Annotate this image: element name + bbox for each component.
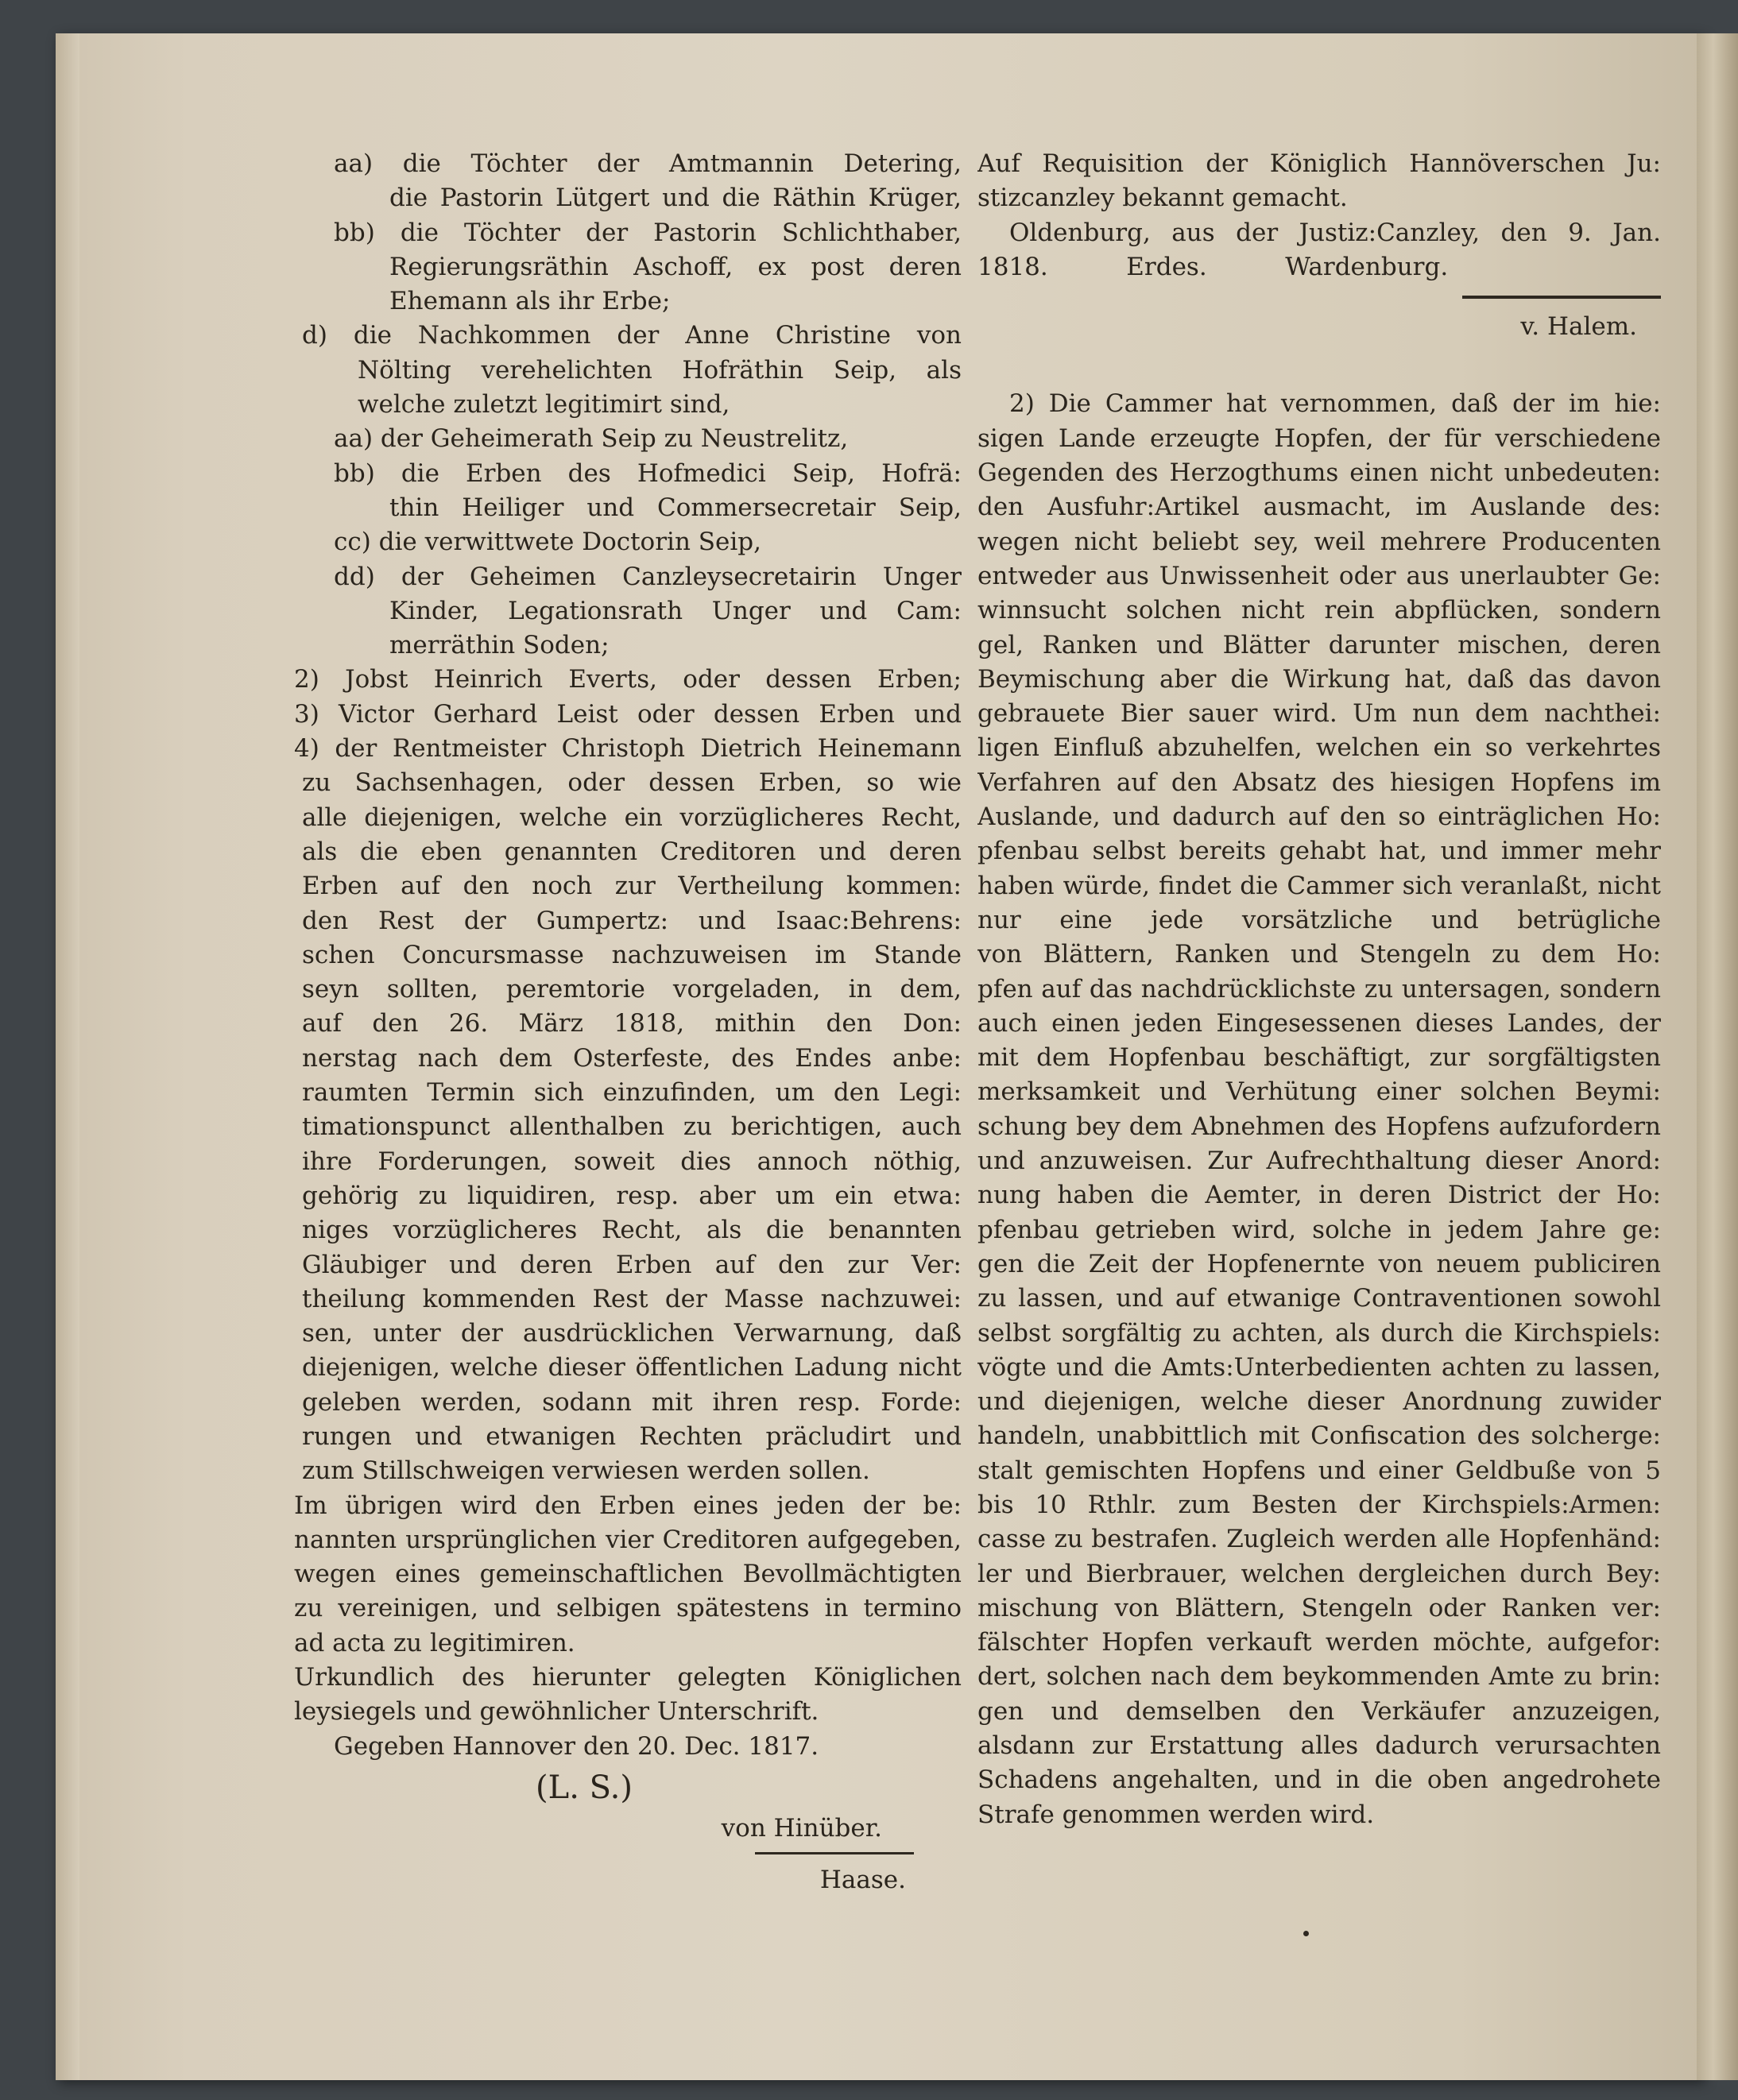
text-line: nur eine jede vorsätzliche und betrügliche [977, 905, 1661, 934]
text-line: Strafe genommen werden wird. [977, 1800, 1375, 1829]
signature: von Hinüber. [721, 1813, 882, 1843]
text-line: zu vereinigen, und selbigen spätestens in termino [294, 1594, 962, 1623]
text-line: die Pastorin Lütgert und die Räthin Krüger, [389, 184, 962, 213]
spacer [977, 358, 1661, 373]
text-line: pfen auf das nachdrücklichste zu untersagen, sondern [977, 974, 1661, 1004]
text-line: pfenbau getrieben wird, solche in jedem Jahre ge: [977, 1215, 1661, 1244]
text-line: merräthin Soden; [389, 631, 610, 660]
text-line: Urkundlich des hierunter gelegten Königlichen [294, 1663, 962, 1692]
text-line: ligen Einfluß abzuhelfen, welchen ein so verkehrtes [977, 733, 1661, 763]
text-line: von Blättern, Ranken und Stengeln zu dem Ho: [977, 940, 1661, 969]
signature-rule [755, 1852, 914, 1854]
text-line: gel, Ranken und Blätter darunter mischen, deren [977, 630, 1661, 659]
text-line: wegen eines gemeinschaftlichen Bevollmächtigten [294, 1560, 962, 1589]
page-right-edge [1697, 33, 1738, 2080]
text-line: stizcanzley bekannt gemacht. [977, 184, 1348, 213]
text-line: gen die Zeit der Hopfenernte von neuem publiciren [977, 1249, 1661, 1278]
signature: v. Halem. [1520, 312, 1637, 342]
text-line: winnsucht solchen nicht rein abpflücken, sondern [977, 596, 1661, 625]
text-line: Gegenden des Herzogthums einen nicht unbedeuten: [977, 458, 1661, 488]
text-line: mit dem Hopfenbau beschäftigt, zur sorgfältigsten [977, 1043, 1661, 1073]
text-line: gen und demselben den Verkäufer anzuzeigen, [977, 1696, 1661, 1726]
text-line: wegen nicht beliebt sey, weil mehrere Producenten [977, 527, 1661, 556]
text-line: zu lassen, und auf etwanige Contraventionen sowohl [977, 1284, 1661, 1313]
text-line: als die eben genannten Creditoren und deren [302, 837, 962, 866]
text-line: Erben auf den noch zur Vertheilung kommen: [302, 872, 962, 901]
text-line: Ehemann als ihr Erbe; [389, 287, 671, 316]
text-line: stalt gemischten Hopfens und einer Geldbuße von 5 [977, 1456, 1661, 1485]
text-line: merksamkeit und Verhütung einer solchen Beymi: [977, 1077, 1661, 1107]
text-line: und anzuweisen. Zur Aufrechthaltung dieser Anord: [977, 1147, 1661, 1176]
text-line: und diejenigen, welche dieser Anordnung zuwider [977, 1387, 1661, 1417]
text-line: ad acta zu legitimiren. [294, 1628, 575, 1657]
text-line: Verfahren auf den Absatz des hiesigen Hopfens im [977, 768, 1661, 797]
text-line: Im übrigen wird den Erben eines jeden der be: [294, 1491, 962, 1520]
text-line: Regierungsräthin Aschoff, ex post deren [389, 252, 962, 281]
text-line: gehörig zu liquidiren, resp. aber um ein etwa: [302, 1181, 962, 1210]
text-line: Nölting verehelichten Hofräthin Seip, als [358, 355, 962, 385]
text-line: pfenbau selbst bereits gehabt hat, und immer mehr [977, 837, 1661, 866]
text-line: thin Heiliger und Commersecretair Seip, [389, 493, 962, 522]
text-line: niges vorzüglicheres Recht, als die benannten [302, 1216, 962, 1245]
text-line: bb) die Erben des Hofmedici Seip, Hofrä: [334, 458, 962, 488]
text-line: selbst sorgfältig zu achten, als durch die Kirchspiels: [977, 1318, 1661, 1348]
text-line: Auslande, und dadurch auf den so einträglichen Ho: [977, 802, 1661, 832]
text-line: 2) Jobst Heinrich Everts, oder dessen Erben; [294, 665, 962, 694]
text-line: cc) die verwittwete Doctorin Seip, [334, 528, 761, 557]
ink-dot [1303, 1931, 1309, 1936]
text-line: fälschter Hopfen verkauft werden möchte, aufgefor: [977, 1628, 1661, 1657]
text-line: auch einen jeden Eingesessenen dieses Landes, der [977, 1008, 1661, 1038]
text-line: 4) der Rentmeister Christoph Dietrich Heinemann [294, 734, 962, 764]
text-line: sigen Lande erzeugte Hopfen, der für verschiedene [977, 423, 1661, 453]
text-line: aa) die Töchter der Amtmannin Detering, [334, 149, 962, 178]
text-line: auf den 26. März 1818, mithin den Don: [302, 1009, 962, 1038]
date-line: Gegeben Hannover den 20. Dec. 1817. [334, 1731, 819, 1761]
text-line: Schadens angehalten, und in die oben angedrohete [977, 1765, 1661, 1795]
text-line: 3) Victor Gerhard Leist oder dessen Erben und [294, 699, 962, 729]
text-line: dd) der Geheimen Canzleysecretairin Unger [334, 562, 962, 591]
right-column [977, 147, 1661, 1832]
seal-mark: (L. S.) [536, 1769, 633, 1806]
text-line: geleben werden, sodann mit ihren resp. Forde: [302, 1387, 962, 1417]
text-line: d) die Nachkommen der Anne Christine von [302, 321, 962, 350]
text-line: nerstag nach dem Osterfeste, des Endes anbe: [302, 1043, 962, 1073]
text-line: diejenigen, welche dieser öffentlichen Ladung nicht [302, 1353, 962, 1383]
text-line: vögte und die Amts:Unterbedienten achten zu lassen, [977, 1352, 1661, 1382]
text-line: sen, unter der ausdrücklichen Verwarnung, daß [302, 1319, 962, 1348]
text-line: ihre Forderungen, soweit dies annoch nöthig, [302, 1147, 962, 1176]
text-line: 2) Die Cammer hat vernommen, daß der im hie: [1009, 389, 1661, 419]
text-line: mischung von Blättern, Stengeln oder Ranken ver: [977, 1593, 1661, 1622]
text-line: aa) der Geheimerath Seip zu Neustrelitz, [334, 424, 849, 454]
text-line: nannten ursprünglichen vier Creditoren aufgegeben, [294, 1525, 962, 1554]
text-line: gebrauete Bier sauer wird. Um nun dem nachthei: [977, 699, 1661, 729]
text-line: Auf Requisition der Königlich Hannöverschen Ju: [977, 149, 1661, 178]
signature: Haase. [819, 1866, 906, 1895]
left-column [294, 147, 962, 1901]
text-line: Beymischung aber die Wirkung hat, daß das davon [977, 664, 1661, 694]
text-line: zum Stillschweigen verwiesen werden sollen. [302, 1456, 870, 1486]
text-line: entweder aus Unwissenheit oder aus unerlaubter Ge: [977, 561, 1661, 590]
text-line: ler und Bierbrauer, welchen dergleichen durch Bey: [977, 1559, 1661, 1588]
text-line: 1818. Erdes. Wardenburg. [977, 252, 1449, 281]
signature-block [302, 1846, 962, 1901]
text-line: nung haben die Aemter, in deren District der Ho: [977, 1181, 1661, 1210]
text-line: den Ausfuhr:Artikel ausmacht, im Auslande des: [977, 493, 1661, 522]
text-line: dert, solchen nach dem beykommenden Amte zu brin: [977, 1662, 1661, 1692]
text-line: bb) die Töchter der Pastorin Schlichthaber, [334, 218, 962, 247]
text-line: seyn sollten, peremtorie vorgeladen, in dem, [302, 975, 962, 1004]
spacer [977, 344, 1661, 358]
text-line: alsdann zur Erstattung alles dadurch verursachten [977, 1731, 1661, 1761]
text-line: Gläubiger und deren Erben auf den zur Ver: [302, 1250, 962, 1279]
text-line: timationspunct allenthalben zu berichtigen, auch [302, 1112, 962, 1142]
text-line: rungen und etwanigen Rechten präcludirt und [302, 1421, 962, 1451]
text-line: bis 10 Rthlr. zum Besten der Kirchspiels:Armen: [977, 1490, 1661, 1519]
text-line: casse zu bestrafen. Zugleich werden alle Hopfenhänd: [977, 1525, 1661, 1554]
text-line: theilung kommenden Rest der Masse nachzuwei: [302, 1284, 962, 1313]
text-line: Oldenburg, aus der Justiz:Canzley, den 9. Jan. [1009, 218, 1661, 247]
text-line: zu Sachsenhagen, oder dessen Erben, so wie [302, 768, 962, 798]
text-line: schung bey dem Abnehmen des Hopfens aufzufordern [977, 1112, 1661, 1141]
text-line: raumten Termin sich einzufinden, um den Legi: [302, 1078, 962, 1108]
text-line: den Rest der Gumpertz: und Isaac:Behrens: [302, 906, 962, 935]
text-line: haben würde, findet die Cammer sich veranlaßt, nicht [977, 871, 1661, 900]
text-line: welche zuletzt legitimirt sind, [358, 390, 730, 420]
page-left-edge [56, 33, 79, 2080]
text-line: schen Concursmasse nachzuweisen im Stande [302, 940, 962, 969]
text-line: alle diejenigen, welche ein vorzüglicheres Recht, [302, 802, 962, 832]
section-rule [1462, 296, 1661, 299]
spacer [977, 373, 1661, 387]
text-line: Kinder, Legationsrath Unger und Cam: [389, 596, 962, 625]
text-line: leysiegels und gewöhnlicher Unterschrift. [294, 1697, 819, 1727]
text-line: handeln, unabbittlich mit Confiscation des solcherge: [977, 1421, 1661, 1451]
